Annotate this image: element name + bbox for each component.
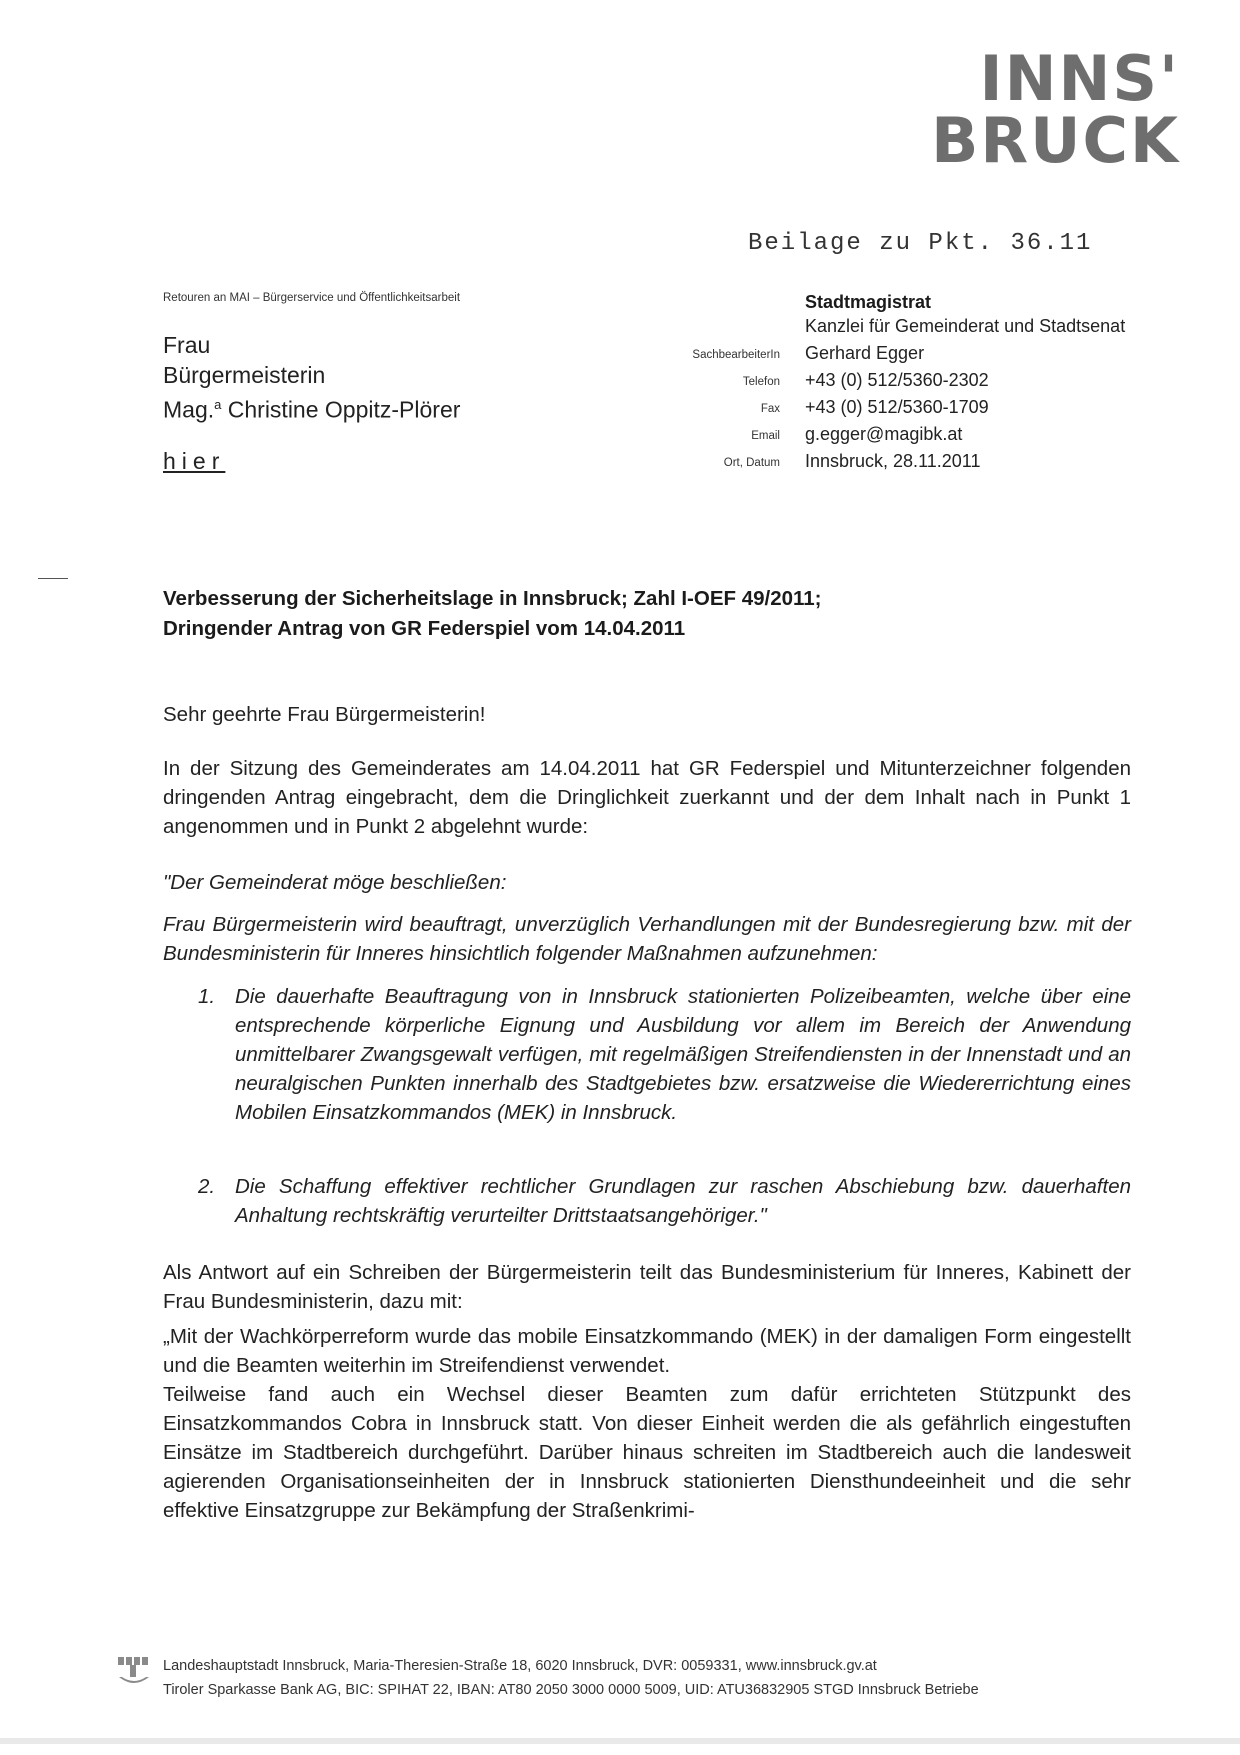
scan-edge <box>0 1738 1240 1744</box>
list-item <box>163 982 1131 1158</box>
sender-field-value: Gerhard Egger <box>805 343 925 363</box>
sender-organization: Stadtmagistrat <box>805 292 932 312</box>
answer-paragraph-1: „Mit der Wachkörperreform wurde das mobile Einsatzkommando (MEK) in der damaligen Form eingestellt und die Beamten weiterhin im Streifendienst verwendet. <box>163 1325 1131 1377</box>
list-number: 1. <box>198 985 216 1008</box>
fold-mark <box>38 578 68 579</box>
sender-email[interactable]: g.egger@magibk.at <box>805 424 963 444</box>
footer-bank: Tiroler Sparkasse Bank AG, BIC: SPIHAT 22, IBAN: AT80 2050 3000 0000 5009, UID: ATU36832905 STGD Innsbruck Betriebe <box>163 1682 979 1698</box>
sender-field-row <box>650 397 1210 423</box>
city-crest-icon <box>117 1655 151 1689</box>
list-text: Die Schaffung effektiver rechtlicher Grundlagen zur raschen Abschiebung bzw. dauerhaften Anhaltung rechtskräftig verurteilter Drittstaatsangehöriger." <box>235 1175 1131 1227</box>
footer-address: Landeshauptstadt Innsbruck, Maria-Theresien-Straße 18, 6020 Innsbruck, DVR: 0059331, www.innsbruck.gv.at <box>163 1658 877 1674</box>
sender-department-row <box>650 316 1210 342</box>
attachment-stamp: Beilage zu Pkt. 36.11 <box>748 230 1093 257</box>
list-text: Die dauerhafte Beauftragung von in Innsbruck stationierten Polizeibeamten, welche über eine entsprechende körperliche Eignung und Ausbildung vor allem im Bereich der Anwendung unmittelbarer Zwangsgewalt verfügen, mit regelmäßigen Streifendiensten in der Innenstadt und an neuralgischen Punkten innerhalb des Stadtgebietes bzw. ersatzweise die Wiedererrichtung eines Mobilen Einsatzkommandos (MEK) in Innsbruck. <box>235 985 1131 1124</box>
sender-field-label: SachbearbeiterIn <box>692 349 780 361</box>
sender-field-label: Email <box>751 430 780 442</box>
subject-heading <box>163 584 1103 644</box>
subject-line-1: Verbesserung der Sicherheitslage in Innsbruck; Zahl I-OEF 49/2011; <box>163 587 822 610</box>
return-address: Retouren an MAI – Bürgerservice und Öffentlichkeitsarbeit <box>163 292 461 304</box>
sender-field-row <box>650 451 1210 477</box>
sender-field-value: +43 (0) 512/5360-1709 <box>805 397 989 417</box>
sender-field-label: Telefon <box>742 376 780 388</box>
salutation: Sehr geehrte Frau Bürgermeisterin! <box>163 703 486 726</box>
recipient-line-3: Mag.$^a$ Christine Oppitz-Plörer <box>163 396 461 423</box>
sender-field-value: Innsbruck, 28.11.2011 <box>805 451 981 471</box>
sender-field-row <box>650 370 1210 396</box>
quote-intro: "Der Gemeinderat möge beschließen: <box>163 871 507 894</box>
sender-field-row <box>650 424 1210 450</box>
logo-line-1: INNS' <box>979 42 1180 115</box>
logo-line-2: BRUCK <box>931 104 1180 177</box>
recipient-block <box>163 330 460 425</box>
subject-line-2: Dringender Antrag von GR Federspiel vom 14.04.2011 <box>163 617 686 640</box>
recipient-line-1: Frau <box>163 332 211 358</box>
sender-field-label: Ort, Datum <box>723 457 780 469</box>
quote-text: Frau Bürgermeisterin wird beauftragt, unverzüglich Verhandlungen mit der Bundesregierung bzw. mit der Bundesministerin für Inneres hinsichtlich folgender Maßnahmen aufzunehmen: <box>163 913 1131 965</box>
sender-field-row <box>650 343 1210 369</box>
list-number: 2. <box>198 1175 216 1198</box>
intro-paragraph: In der Sitzung des Gemeinderates am 14.04.2011 hat GR Federspiel und Mitunterzeichner folgenden dringenden Antrag eingebracht, dem die Dringlichkeit zuerkannt und der dem Inhalt nach in Punkt 1 angenommen und in Punkt 2 abgelehnt wurde: <box>163 757 1131 838</box>
innsbruck-logo <box>920 42 1180 177</box>
sender-field-value: +43 (0) 512/5360-2302 <box>805 370 989 390</box>
answer-paragraph-2: Teilweise fand auch ein Wechsel dieser Beamten zum dafür errichteten Stützpunkt des Einsatzkommandos Cobra in Innsbruck statt. Von dieser Einheit werden die als gefährlich eingestuften Einsätze im Stadtbereich durchgeführt. Darüber hinaus schreiten im Stadtbereich auch die landesweit agierenden Organisationseinheiten der in Innsbruck stationierten Diensthundeeinheit und die sehr effektive Einsatzgruppe zur Bekämpfung der Straßenkrimi- <box>163 1383 1131 1522</box>
recipient-hier: hier <box>163 448 226 474</box>
sender-department: Kanzlei für Gemeinderat und Stadtsenat <box>805 316 1126 336</box>
recipient-line-2: Bürgermeisterin <box>163 362 326 388</box>
answer-intro: Als Antwort auf ein Schreiben der Bürgermeisterin teilt das Bundesministerium für Inneres, Kabinett der Frau Bundesministerin, dazu mit: <box>163 1261 1131 1313</box>
sender-field-label: Fax <box>760 403 780 415</box>
list-item <box>163 1172 1131 1232</box>
